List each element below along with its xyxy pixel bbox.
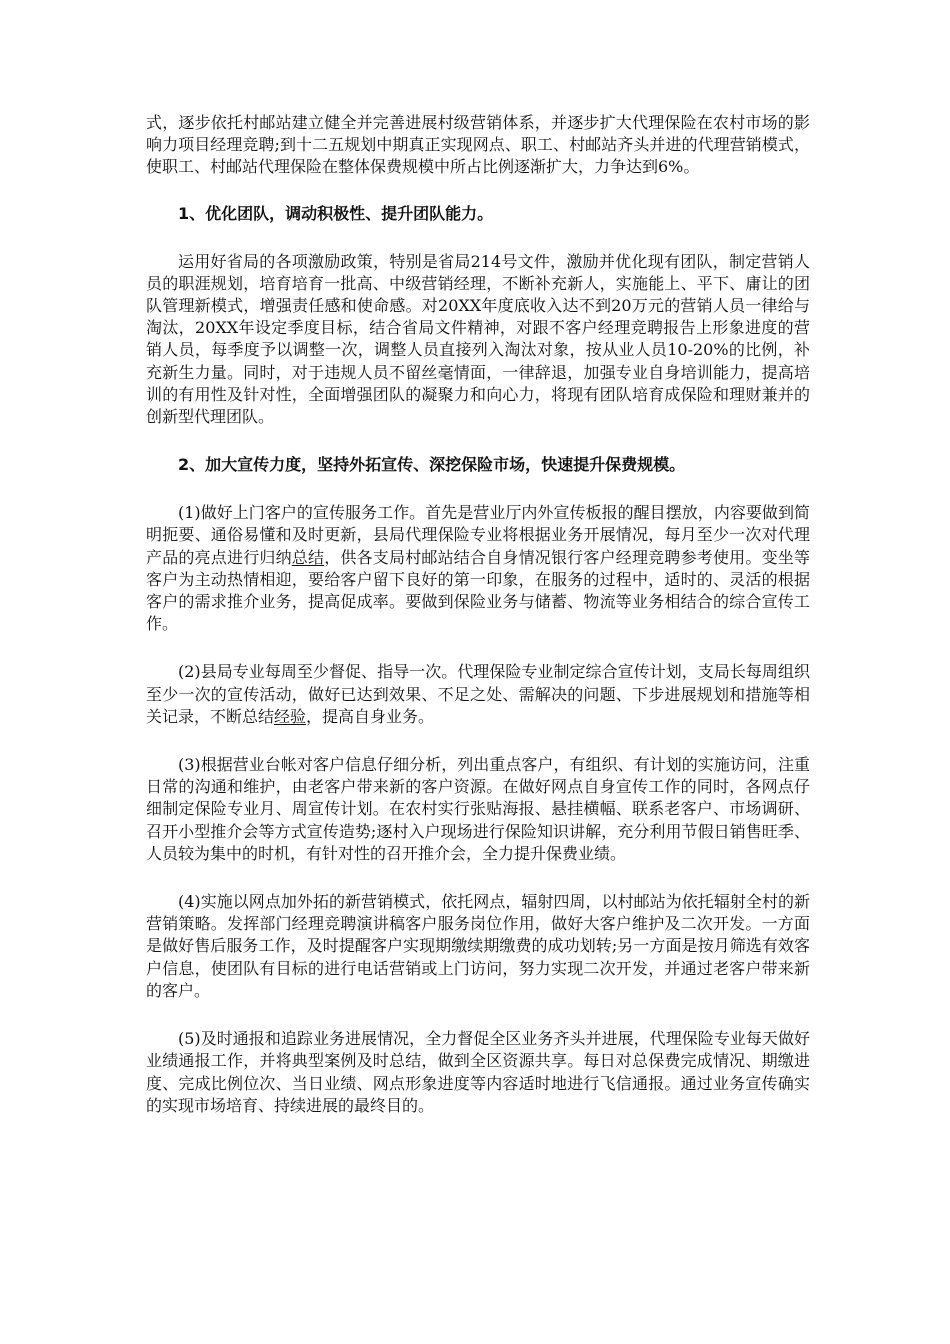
paragraph-team: 运用好省局的各项激励政策，特别是省局214号文件，激励并优化现有团队，制定营销人员的职涯规划，培育培育一批高、中级营销经理，不断补充新人，实施能上、平下、庸让的团队管理新模式，增强责任感和使命感。对20XX年度底收入达不到20万元的营销人员一律给与淘汰，20XX年设定季度目标，结合省局文件精神，对跟不客户经理竞聘报告上形象进度的营销人员，每季度予以调整一次，调整人员直接列入淘汰对象，按从业人员10-20%的比例，补充新生力量。同时，对于违规人员不留丝毫情面，一律辞退，加强专业自身培训能力，提高培训的有用性及针对性，全面增强团队的凝聚力和向心力，将现有团队培育成保险和理财兼并的创新型代理团队。 <box>146 251 810 427</box>
document-page <box>146 112 810 1117</box>
experience-link[interactable]: 经验 <box>274 706 307 726</box>
paragraph-item-4: (4)实施以网点加外拓的新营销模式，依托网点，辐射四周，以村邮站为依托辐射全村的新营销策略。发挥部门经理竞聘演讲稿客户服务岗位作用，做好大客户维护及二次开发。一方面是做好售后服务工作，及时提醒客户实现期缴续期缴费的成功划转;另一方面是按月筛选有效客户信息，使团队有目标的进行电话营销或上门访问，努力实现二次开发，并通过老客户带来新的客户。 <box>146 892 810 1000</box>
section-heading-2: 2、加大宣传力度，坚持外拓宣传、深挖保险市场，快速提升保费规模。 <box>178 455 686 475</box>
paragraph-item-1-text-b: ，供各支局村邮站结合自身情况银行客户经理竞聘参考使用。变坐等客户为主动热情相迎，要给客户留下良好的第一印象，在服务的过程中，适时的、灵活的根据客户的需求推介业务，提高促成率。要做到保险业务与储蓄、物流等业务相结合的综合宣传工作。 <box>146 547 810 634</box>
summary-link[interactable]: 总结 <box>291 547 325 567</box>
paragraph-item-2-text-b: ，提高自身业务。 <box>306 706 435 726</box>
paragraph-item-1 <box>146 502 810 635</box>
paragraph-item-5: (5)及时通报和追踪业务进展情况，全力督促全区业务齐头并进展，代理保险专业每天做好业绩通报工作，并将典型案例及时总结，做到全区资源共享。每日对总保费完成情况、期缴进度、完成比例位次、当日业绩、网点形象进度等内容适时地进行飞信通报。通过业务宣传确实的实现市场培育、持续进展的最终目的。 <box>146 1029 810 1115</box>
paragraph-item-1-text-a: (1)做好上门客户的宣传服务工作。首先是营业厅内外宣传板报的醒目摆放，内容要做到简明扼要、通俗易懂和及时更新，县局代理保险专业将根据业务开展情况，每月至少一次对代理产品的亮点进行归纳 <box>146 503 810 567</box>
section-heading-1: 1、优化团队，调动积极性、提升团队能力。 <box>178 203 494 223</box>
paragraph-item-3: (3)根据营业台帐对客户信息仔细分析，列出重点客户，有组织、有计划的实施访问，注重日常的沟通和维护，由老客户带来新的客户资源。在做好网点自身宣传工作的同时，各网点仔细制定保险专业月、周宣传计划。在农村实行张贴海报、悬挂横幅、联系老客户、市场调研、召开小型推介会等方式宣传造势;逐村入户现场进行保险知识讲解，充分利用节假日销售旺季、人员较为集中的时机，有针对性的召开推介会，全力提升保费业绩。 <box>146 755 810 863</box>
paragraph-item-2 <box>146 661 810 728</box>
paragraph-intro: 式，逐步依托村邮站建立健全并完善进展村级营销体系，并逐步扩大代理保险在农村市场的影响力项目经理竞聘;到十二五规划中期真正实现网点、职工、村邮站齐头并进的代理营销模式，使职工、村邮站代理保险在整体保费规模中所占比例逐渐扩大，力争达到6%。 <box>146 113 810 177</box>
paragraph-item-2-text-a: (2)县局专业每周至少督促、指导一次。代理保险专业制定综合宣传计划，支局长每周组织至少一次的宣传活动，做好已达到效果、不足之处、需解决的问题、下步进展规划和措施等相关记录，不断总结 <box>146 662 810 726</box>
